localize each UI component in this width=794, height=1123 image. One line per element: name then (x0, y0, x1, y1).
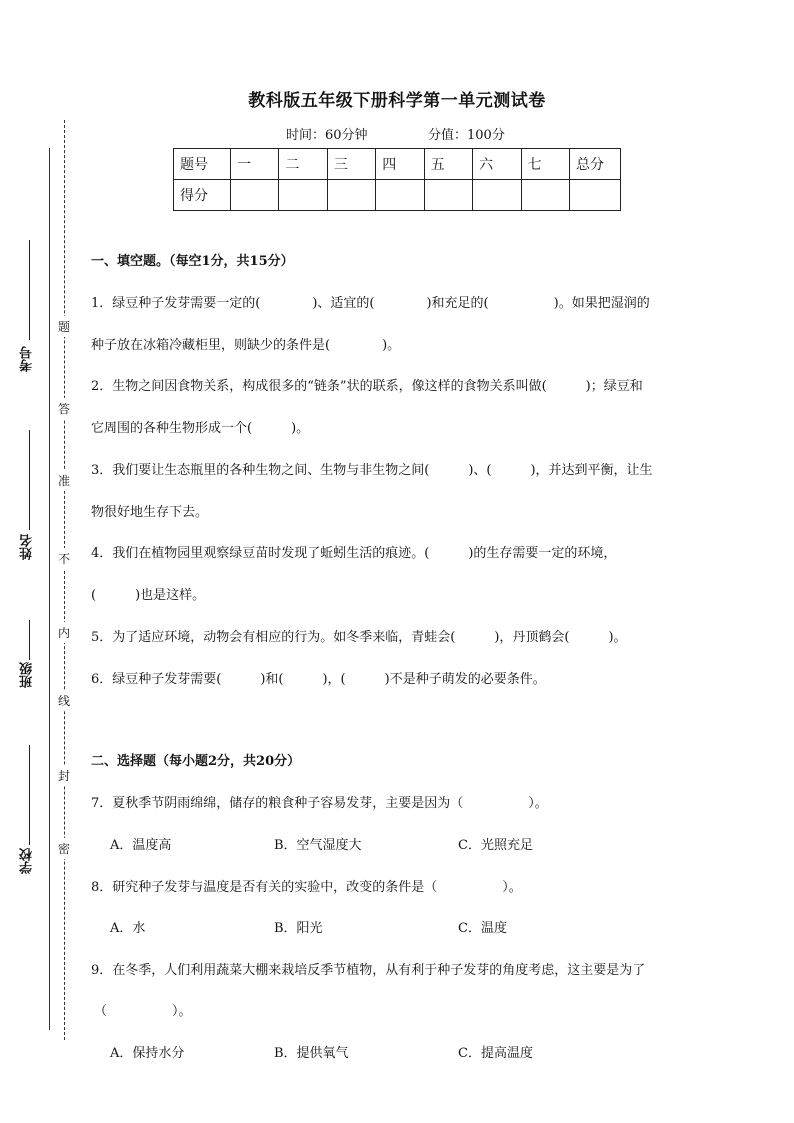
seal-char: 题 (58, 316, 70, 337)
question-line: 1．绿豆种子发芽需要一定的( )、适宜的( )和充足的( )。如果把湿润的 (91, 296, 650, 311)
option-a[interactable]: A．水 (110, 921, 146, 936)
option-a[interactable]: A．温度高 (110, 838, 172, 853)
score-table (173, 148, 621, 211)
question-line: 2．生物之间因食物关系，构成很多的“链条”状的联系，像这样的食物关系叫做( )；绿豆和 (91, 379, 643, 394)
table-header-cell: 五 (424, 149, 472, 180)
seal-char: 线 (58, 690, 70, 711)
score-cell[interactable] (327, 180, 375, 211)
question-line: 它周围的各种生物形成一个( )。 (91, 421, 310, 436)
section-heading-multiple-choice: 二、选择题（每小题2分，共20分） (91, 754, 301, 769)
option-b[interactable]: B．空气湿度大 (274, 838, 362, 853)
class-label: 班级 (20, 662, 35, 688)
question-stem: 8．研究种子发芽与温度是否有关的实验中，改变的条件是（ ）。 (91, 880, 522, 895)
school-blank[interactable] (29, 745, 30, 845)
score-cell[interactable] (279, 180, 327, 211)
score-cell[interactable] (231, 180, 279, 211)
score-table-score-row (174, 180, 621, 211)
question-line: ( )也是这样。 (91, 588, 206, 603)
section-heading-fill-blank: 一、填空题。（每空1分，共15分） (91, 254, 294, 269)
binding-solid-line (49, 148, 50, 1030)
name-label: 姓名 (20, 534, 35, 560)
table-header-cell: 七 (521, 149, 569, 180)
school-label: 学校 (20, 848, 35, 874)
question-stem: 9．在冬季，人们利用蔬菜大棚来栽培反季节植物，从有利于种子发芽的角度考虑，这主要是为了 (91, 963, 646, 978)
option-a[interactable]: A．保持水分 (110, 1046, 185, 1061)
option-c[interactable]: C．温度 (458, 921, 507, 936)
question-line: 物很好地生存下去。 (91, 505, 209, 520)
seal-char: 封 (58, 765, 70, 786)
seal-char: 内 (58, 622, 70, 643)
option-b[interactable]: B．提供氧气 (274, 1046, 349, 1061)
question-line: 4．我们在植物园里观察绿豆苗时发现了蚯蚓生活的痕迹。( )的生存需要一定的环境， (91, 546, 617, 561)
question-line: 种子放在冰箱冷藏柜里，则缺少的条件是( )。 (91, 338, 401, 353)
seal-char: 密 (58, 838, 70, 859)
seal-char: 不 (58, 548, 70, 569)
score-cell[interactable] (473, 180, 521, 211)
score-cell[interactable] (424, 180, 472, 211)
table-header-cell: 二 (279, 149, 327, 180)
page-title: 教科版五年级下册科学第一单元测试卷 (248, 91, 546, 111)
table-row-label: 得分 (174, 180, 231, 211)
class-blank[interactable] (29, 620, 30, 660)
table-header-cell: 题号 (174, 149, 231, 180)
question-line: 3．我们要让生态瓶里的各种生物之间、生物与非生物之间( )、( )，并达到平衡，让生 (91, 463, 653, 478)
option-c[interactable]: C．光照充足 (458, 838, 533, 853)
table-header-cell: 一 (231, 149, 279, 180)
exam-no-blank[interactable] (29, 240, 30, 340)
table-header-cell: 六 (473, 149, 521, 180)
score-cell[interactable] (521, 180, 569, 211)
score-cell[interactable] (570, 180, 621, 211)
score-table-header-row (174, 149, 621, 180)
time-limit: 时间：60分钟 (286, 128, 368, 143)
name-blank[interactable] (29, 430, 30, 530)
table-header-cell: 总分 (570, 149, 621, 180)
seal-char: 准 (58, 470, 70, 491)
seal-char: 答 (58, 398, 70, 419)
binding-dashed-line (64, 120, 65, 1040)
option-b[interactable]: B．阳光 (274, 921, 323, 936)
question-line: 5．为了适应环境，动物会有相应的行为。如冬季来临，青蛙会( )，丹顶鹤会( )。 (91, 630, 627, 645)
exam-no-label: 考号 (20, 346, 35, 372)
table-header-cell: 四 (376, 149, 424, 180)
option-c[interactable]: C．提高温度 (458, 1046, 533, 1061)
question-line: 6．绿豆种子发芽需要( )和( )，( )不是种子萌发的必要条件。 (91, 672, 546, 687)
question-stem: 7．夏秋季节阴雨绵绵，储存的粮食种子容易发芽，主要是因为（ ）。 (91, 796, 548, 811)
question-stem-continued: （ ）。 (94, 1004, 192, 1019)
total-score: 分值：100分 (428, 128, 505, 143)
table-header-cell: 三 (327, 149, 375, 180)
score-cell[interactable] (376, 180, 424, 211)
